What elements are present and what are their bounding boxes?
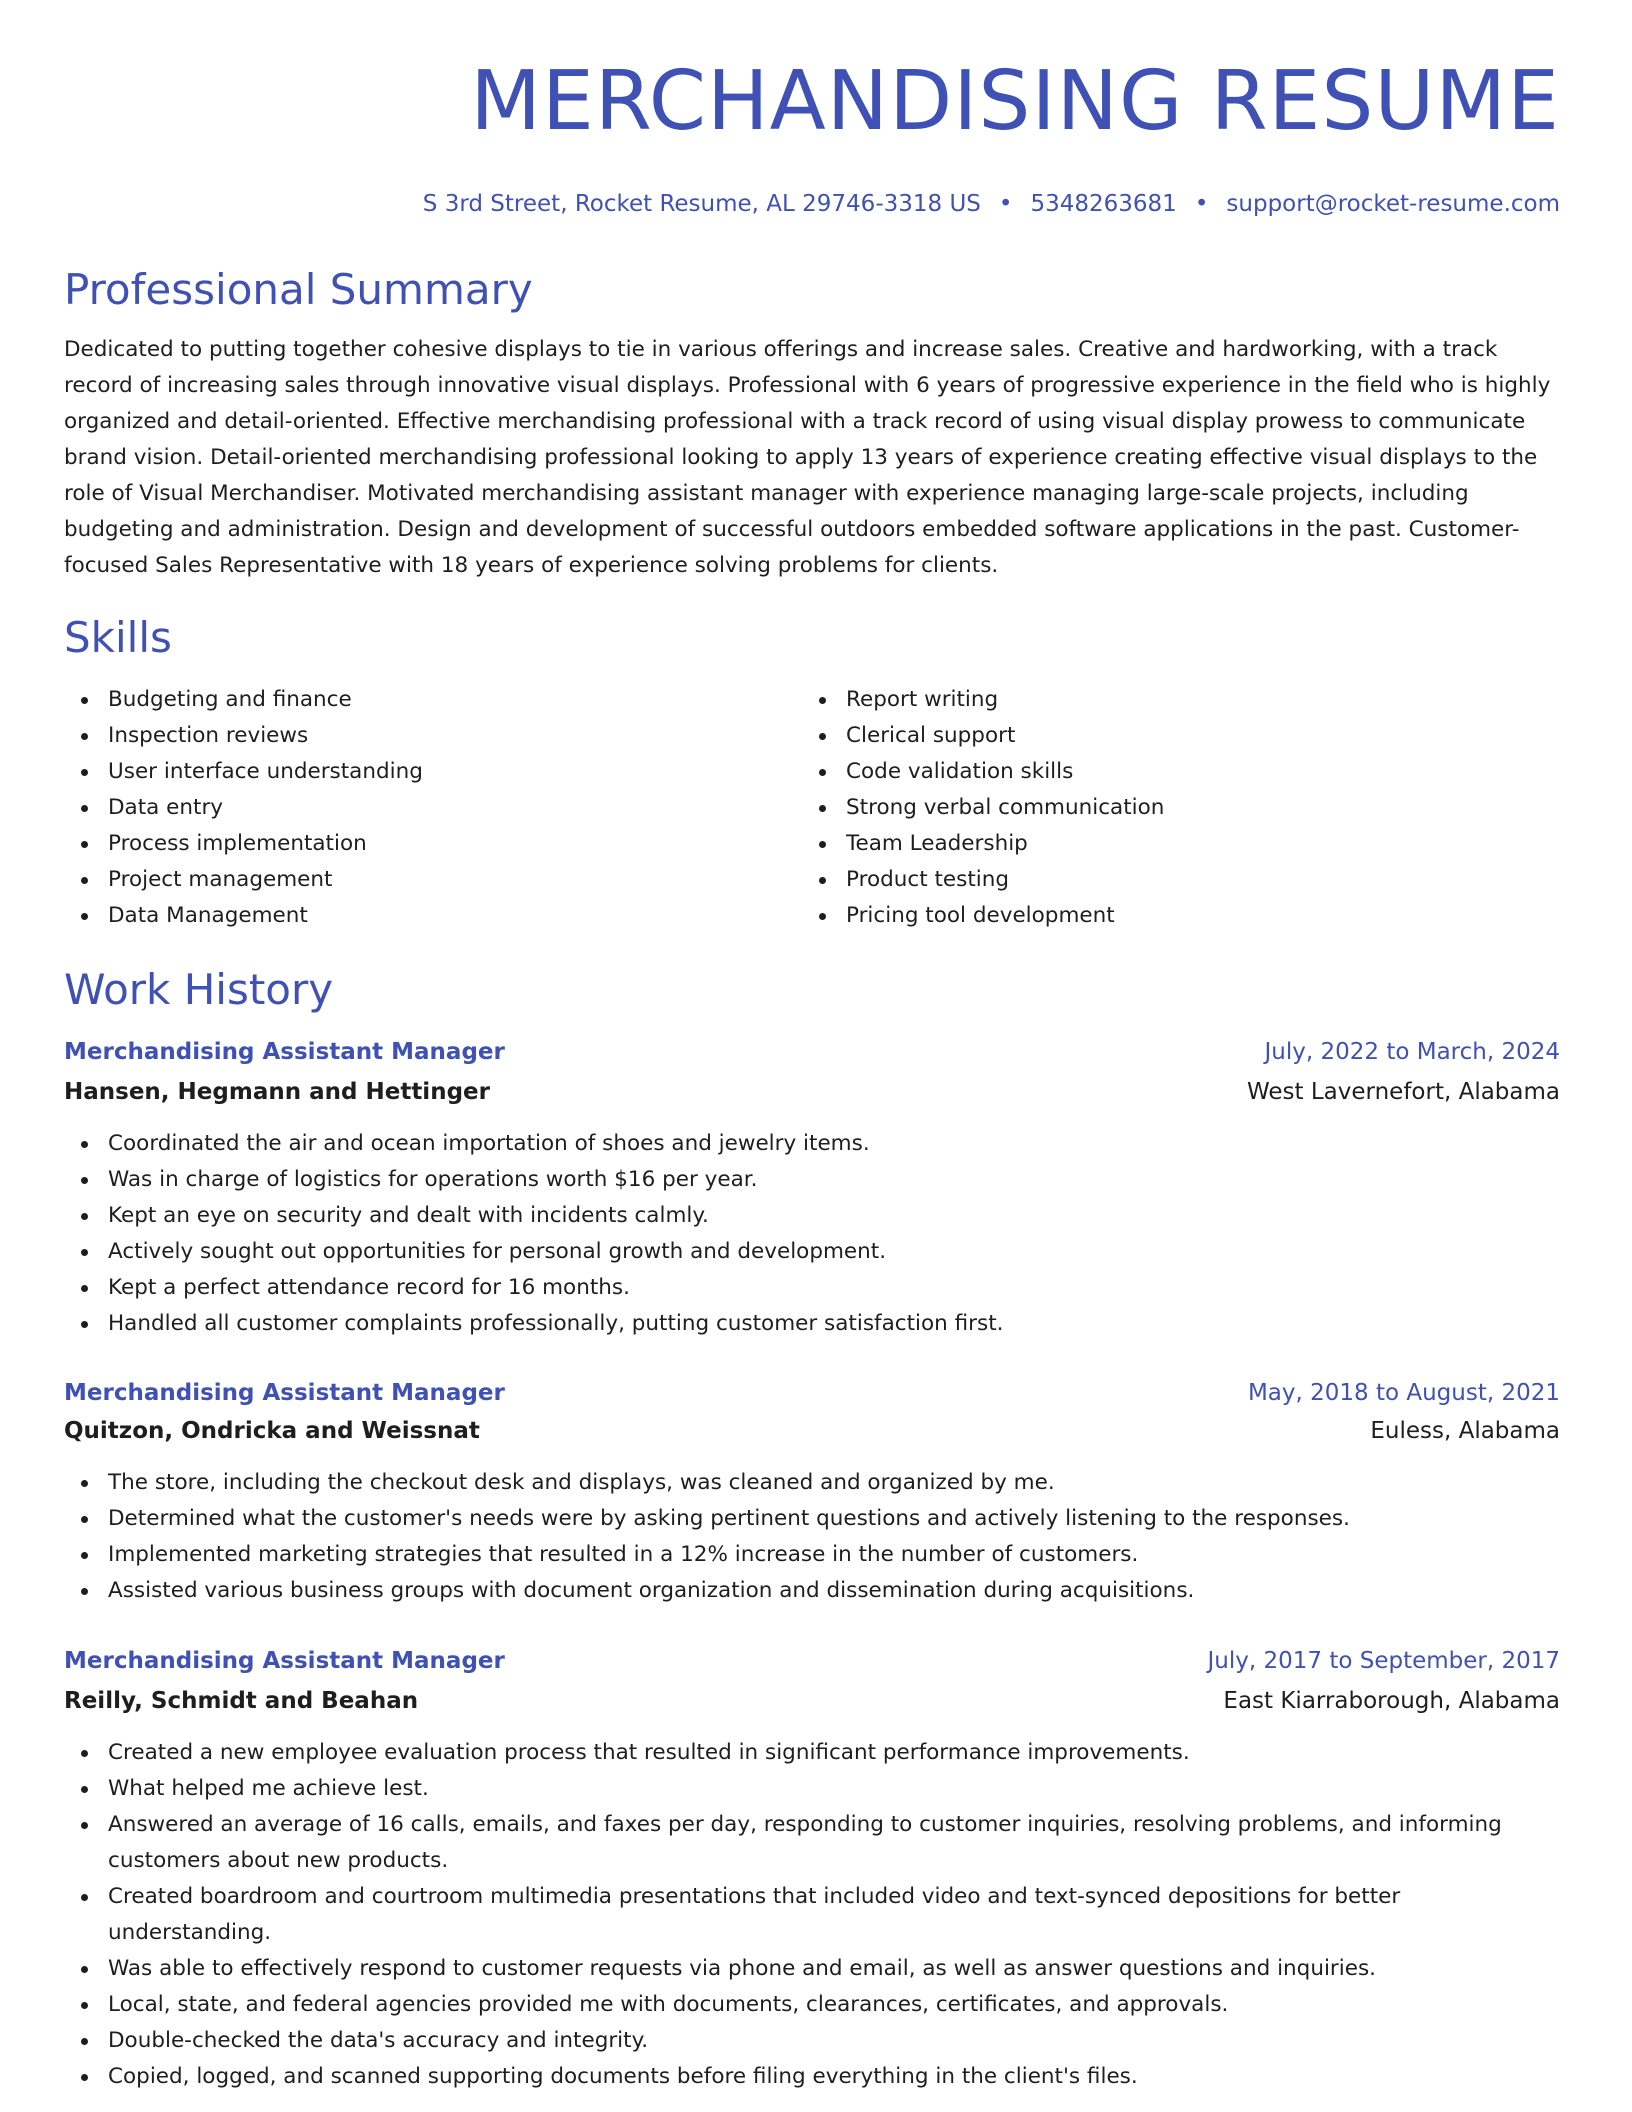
- resume-page: [64, 0, 1560, 2089]
- job-dates: July, 2022 to March, 2024: [1264, 1039, 1560, 1065]
- skill-item: Data Management: [108, 898, 802, 934]
- job-bullet: Assisted various business groups with document organization and dissemination during acquisitions.: [108, 1573, 1560, 1609]
- job-title: Merchandising Assistant Manager: [64, 1039, 505, 1065]
- job-location: East Kiarraborough, Alabama: [1223, 1688, 1560, 1714]
- summary-text: Dedicated to putting together cohesive displays to tie in various offerings and increase sales. Creative and hardworking, with a track record of increasing sales through innovative visual displays. Professional with 6 years of progressive experience in the field who is highly organized and detail-oriented. Effective merchandising professional with a track record of using visual display prowess to communicate brand vision. Detail-oriented merchandising professional looking to apply 13 years of experience creating effective visual displays to the role of Visual Merchandiser. Motivated merchandising assistant manager with experience managing large-scale projects, including budgeting and administration. Design and development of successful outdoors embedded software applications in the past. Customer-focused Sales Representative with 18 years of experience solving problems for clients.: [64, 337, 1551, 578]
- work-history-heading: Work History: [64, 965, 334, 1014]
- job-company: Reilly, Schmidt and Beahan: [64, 1688, 419, 1714]
- skill-item: Clerical support: [846, 718, 1540, 754]
- separator-dot: •: [1194, 191, 1209, 217]
- job-header: [64, 1645, 1560, 1677]
- job-bullet: Was able to effectively respond to customer requests via phone and email, as well as answer questions and inquiries.: [108, 1951, 1560, 1987]
- job-bullet: Kept a perfect attendance record for 16 months.: [108, 1270, 1560, 1306]
- job-company: Hansen, Hegmann and Hettinger: [64, 1079, 490, 1105]
- job-location: West Lavernefort, Alabama: [1247, 1079, 1560, 1105]
- skill-item: Budgeting and finance: [108, 682, 802, 718]
- skills-heading: Skills: [64, 613, 172, 662]
- job-bullet: Kept an eye on security and dealt with incidents calmly.: [108, 1198, 1560, 1234]
- job-dates: May, 2018 to August, 2021: [1247, 1380, 1560, 1406]
- job-bullets: [64, 1735, 1560, 2095]
- job-subheader: [64, 1415, 1560, 1447]
- skill-item: Strong verbal communication: [846, 790, 1540, 826]
- job-entry: [64, 1645, 1560, 2095]
- skill-item: Process implementation: [108, 826, 802, 862]
- skills-column-right: [802, 682, 1540, 934]
- job-entry: [64, 1036, 1560, 1342]
- job-bullet: Copied, logged, and scanned supporting documents before filing everything in the client's files.: [108, 2059, 1560, 2095]
- job-title: Merchandising Assistant Manager: [64, 1648, 505, 1674]
- job-bullets: [64, 1126, 1560, 1342]
- job-bullets: [64, 1465, 1560, 1609]
- job-header: [64, 1377, 1560, 1409]
- job-bullet: Handled all customer complaints professionally, putting customer satisfaction first.: [108, 1306, 1560, 1342]
- job-bullet: Double-checked the data's accuracy and integrity.: [108, 2023, 1560, 2059]
- skill-item: User interface understanding: [108, 754, 802, 790]
- skills-list: [64, 682, 1560, 934]
- job-bullet: The store, including the checkout desk and displays, was cleaned and organized by me.: [108, 1465, 1560, 1501]
- job-bullet: Was in charge of logistics for operations worth $16 per year.: [108, 1162, 1560, 1198]
- summary-heading: Professional Summary: [64, 265, 533, 314]
- job-header: [64, 1036, 1560, 1068]
- job-bullet: Created boardroom and courtroom multimedia presentations that included video and text-synced depositions for better understanding.: [108, 1879, 1560, 1951]
- job-bullet: Implemented marketing strategies that resulted in a 12% increase in the number of customers.: [108, 1537, 1560, 1573]
- skill-item: Product testing: [846, 862, 1540, 898]
- job-company: Quitzon, Ondricka and Weissnat: [64, 1418, 480, 1444]
- separator-dot: •: [998, 191, 1013, 217]
- job-subheader: [64, 1076, 1560, 1108]
- job-subheader: [64, 1685, 1560, 1717]
- skill-item: Code validation skills: [846, 754, 1540, 790]
- skill-item: Project management: [108, 862, 802, 898]
- skill-item: Team Leadership: [846, 826, 1540, 862]
- job-bullet: Determined what the customer's needs were by asking pertinent questions and actively listening to the responses.: [108, 1501, 1560, 1537]
- job-bullet: Coordinated the air and ocean importation of shoes and jewelry items.: [108, 1126, 1560, 1162]
- job-bullet: Local, state, and federal agencies provided me with documents, clearances, certificates, and approvals.: [108, 1987, 1560, 2023]
- job-bullet: Actively sought out opportunities for personal growth and development.: [108, 1234, 1560, 1270]
- skill-item: Report writing: [846, 682, 1540, 718]
- skill-item: Inspection reviews: [108, 718, 802, 754]
- address: S 3rd Street, Rocket Resume, AL 29746-3318 US: [422, 191, 981, 217]
- resume-title: MERCHANDISING RESUME: [470, 54, 1560, 149]
- contact-line: [64, 188, 1560, 220]
- job-bullet: What helped me achieve lest.: [108, 1771, 1560, 1807]
- job-bullet: Created a new employee evaluation process that resulted in significant performance improvements.: [108, 1735, 1560, 1771]
- email-link[interactable]: support@rocket-resume.com: [1226, 191, 1560, 217]
- phone: 5348263681: [1030, 191, 1177, 217]
- job-title: Merchandising Assistant Manager: [64, 1380, 505, 1406]
- job-bullet: Answered an average of 16 calls, emails, and faxes per day, responding to customer inquiries, resolving problems, and informing customers about new products.: [108, 1807, 1560, 1879]
- skills-column-left: [64, 682, 802, 934]
- job-location: Euless, Alabama: [1370, 1418, 1560, 1444]
- job-entry: [64, 1377, 1560, 1609]
- job-dates: July, 2017 to September, 2017: [1207, 1648, 1560, 1674]
- skill-item: Pricing tool development: [846, 898, 1540, 934]
- skill-item: Data entry: [108, 790, 802, 826]
